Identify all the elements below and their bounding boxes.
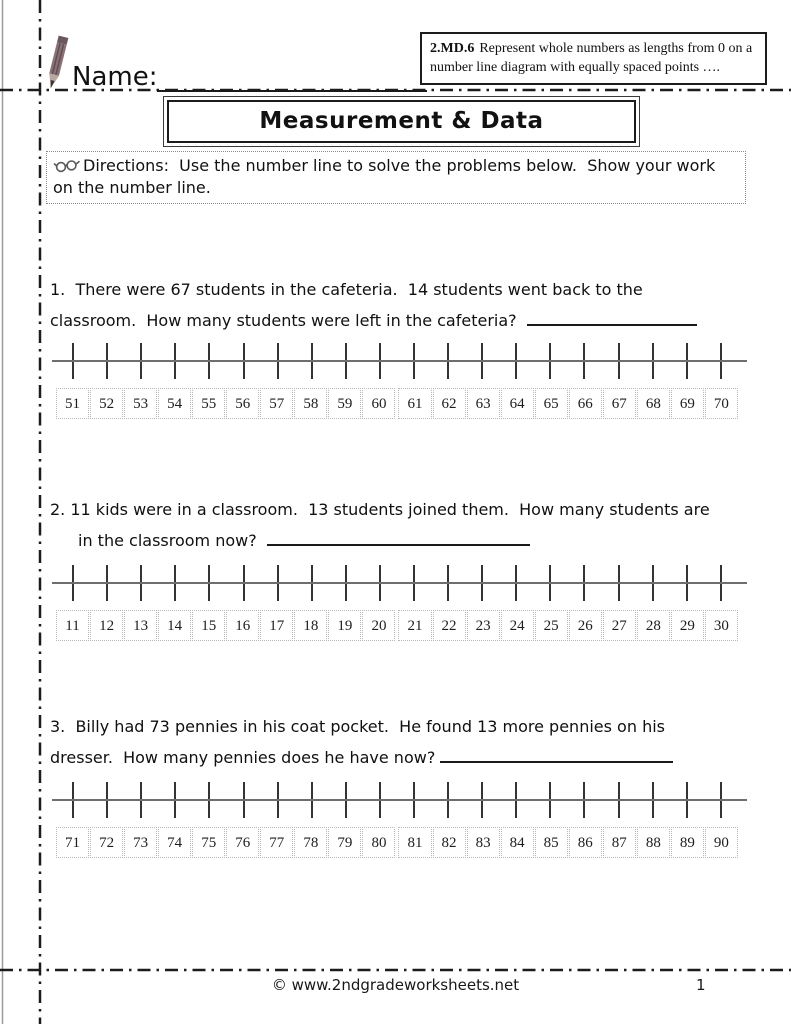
number-label-cell: 23 [467, 610, 500, 641]
glasses-icon [53, 158, 81, 173]
number-label-cell: 51 [56, 388, 89, 419]
number-label-cell: 12 [90, 610, 123, 641]
number-label-cell: 55 [192, 388, 225, 419]
number-label-cell: 54 [158, 388, 191, 419]
number-label-cell: 20 [362, 610, 395, 641]
problem-2-line2 [50, 525, 750, 556]
number-label-cell: 76 [226, 827, 259, 858]
problem-1-line1: 1. There were 67 students in the cafeteria. 14 students went back to the [50, 280, 643, 299]
number-label-cell: 29 [671, 610, 704, 641]
name-blank[interactable] [157, 68, 427, 92]
directions-text: Directions: Use the number line to solve the problems below. Show your work on the number line. [53, 156, 721, 197]
number-label-cell: 28 [637, 610, 670, 641]
page-title: Measurement & Data [167, 100, 636, 143]
number-label-cell: 57 [260, 388, 293, 419]
number-label-cell: 80 [362, 827, 395, 858]
number-label-cell: 14 [158, 610, 191, 641]
number-label-cell: 85 [535, 827, 568, 858]
tick-row-2 [56, 564, 738, 602]
number-label-cell: 69 [671, 388, 704, 419]
answer-blank-2[interactable] [267, 529, 530, 546]
number-line-1 [56, 342, 738, 419]
number-label-cell: 90 [705, 827, 738, 858]
problem-2-line1: 2. 11 kids were in a classroom. 13 students joined them. How many students are [50, 500, 710, 519]
number-label-cell: 56 [226, 388, 259, 419]
number-label-cell: 77 [260, 827, 293, 858]
number-label-cell: 83 [467, 827, 500, 858]
number-label-cell: 66 [569, 388, 602, 419]
number-label-cell: 17 [260, 610, 293, 641]
number-label-cell: 82 [433, 827, 466, 858]
number-label-cell: 89 [671, 827, 704, 858]
problem-3-line1: 3. Billy had 73 pennies in his coat pocket. He found 13 more pennies on his [50, 717, 665, 736]
number-label-cell: 26 [569, 610, 602, 641]
number-label-cell: 52 [90, 388, 123, 419]
standard-text: Represent whole numbers as lengths from 0 on a number line diagram with equally spaced points …. [430, 41, 753, 75]
number-label-cell: 71 [56, 827, 89, 858]
directions-box [46, 151, 746, 204]
number-label-cell: 58 [294, 388, 327, 419]
number-line-3 [56, 781, 738, 858]
name-row [44, 34, 427, 92]
number-label-cell: 73 [124, 827, 157, 858]
number-label-cell: 64 [501, 388, 534, 419]
number-label-cell: 18 [294, 610, 327, 641]
name-label: Name: [72, 62, 158, 92]
number-label-cell: 61 [398, 388, 431, 419]
problem-3-line2 [50, 742, 750, 773]
problem-1 [50, 274, 750, 336]
number-labels-row-3 [56, 827, 738, 858]
number-label-cell: 16 [226, 610, 259, 641]
number-label-cell: 84 [501, 827, 534, 858]
number-label-cell: 30 [705, 610, 738, 641]
standard-code: 2.MD.6 [430, 41, 475, 56]
number-line-2 [56, 564, 738, 641]
number-label-cell: 63 [467, 388, 500, 419]
footer-copyright: © www.2ndgradeworksheets.net [271, 976, 520, 994]
footer-page-number: 1 [696, 976, 706, 994]
number-label-cell: 19 [328, 610, 361, 641]
problem-1-line2-text: classroom. How many students were left in the cafeteria? [50, 311, 527, 330]
answer-blank-3[interactable] [440, 746, 673, 763]
number-label-cell: 78 [294, 827, 327, 858]
number-label-cell: 65 [535, 388, 568, 419]
number-label-cell: 87 [603, 827, 636, 858]
number-label-cell: 74 [158, 827, 191, 858]
number-label-cell: 27 [603, 610, 636, 641]
number-line-rule [52, 582, 747, 584]
number-label-cell: 75 [192, 827, 225, 858]
number-label-cell: 25 [535, 610, 568, 641]
number-label-cell: 62 [433, 388, 466, 419]
number-label-cell: 11 [56, 610, 89, 641]
title-box [163, 96, 640, 147]
number-label-cell: 88 [637, 827, 670, 858]
problem-3 [50, 711, 750, 773]
number-label-cell: 15 [192, 610, 225, 641]
tick-row-3 [56, 781, 738, 819]
problem-2-line2-text: in the classroom now? [78, 531, 267, 550]
number-label-cell: 59 [328, 388, 361, 419]
number-label-cell: 60 [362, 388, 395, 419]
number-line-rule [52, 360, 747, 362]
number-label-cell: 72 [90, 827, 123, 858]
tick-row-1 [56, 342, 738, 380]
answer-blank-1[interactable] [527, 309, 697, 326]
problem-3-line2-text: dresser. How many pennies does he have now? [50, 748, 441, 767]
number-line-rule [52, 799, 747, 801]
number-label-cell: 79 [328, 827, 361, 858]
number-labels-row-2 [56, 610, 738, 641]
number-label-cell: 67 [603, 388, 636, 419]
number-label-cell: 24 [501, 610, 534, 641]
problem-2 [50, 494, 750, 556]
standard-box [420, 32, 767, 85]
number-label-cell: 53 [124, 388, 157, 419]
number-label-cell: 70 [705, 388, 738, 419]
number-label-cell: 86 [569, 827, 602, 858]
problem-1-line2 [50, 305, 750, 336]
number-labels-row-1 [56, 388, 738, 419]
number-label-cell: 13 [124, 610, 157, 641]
number-label-cell: 21 [398, 610, 431, 641]
number-label-cell: 81 [398, 827, 431, 858]
pencil-icon [44, 34, 70, 92]
number-label-cell: 68 [637, 388, 670, 419]
number-label-cell: 22 [433, 610, 466, 641]
